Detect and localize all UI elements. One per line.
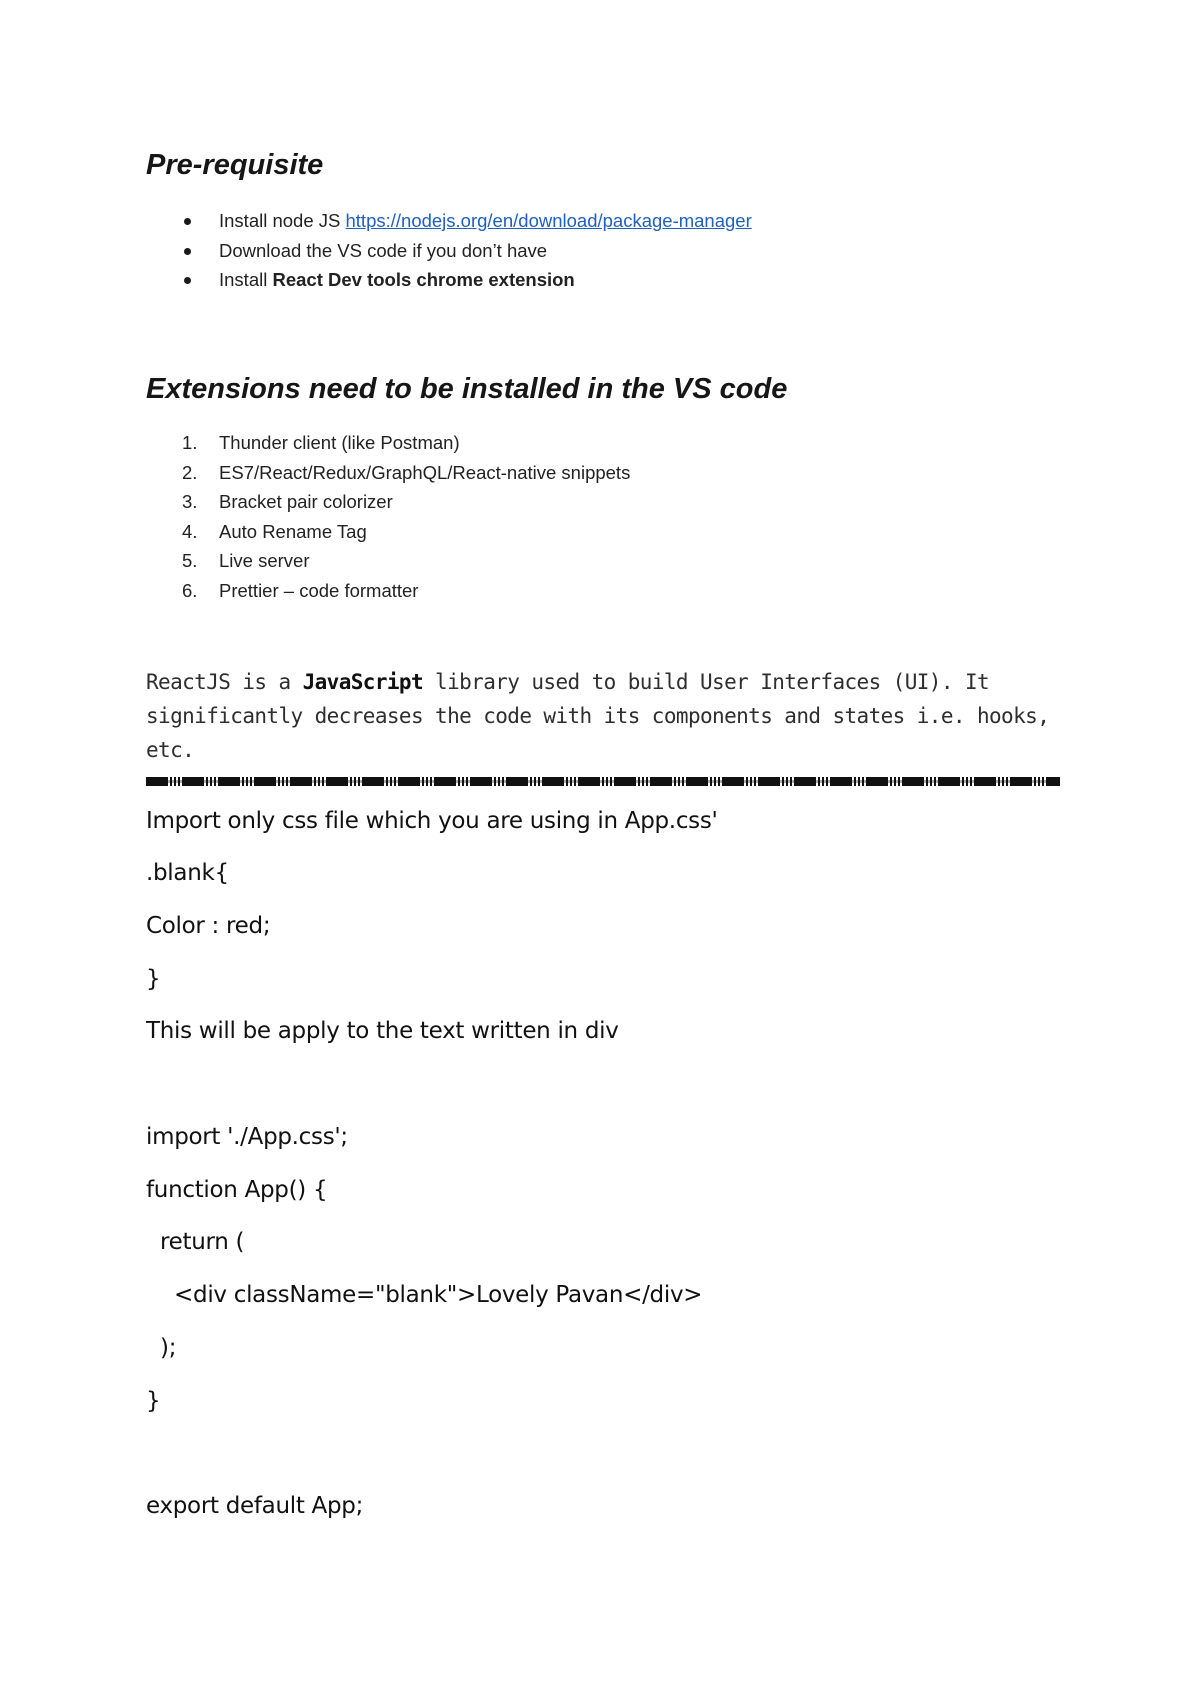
code-line: export default App; [146, 1493, 364, 1519]
code-line: import './App.css'; [146, 1124, 348, 1150]
list-item [146, 236, 752, 266]
code-line: function App() { [146, 1177, 328, 1203]
note-line: This will be apply to the text written in div [146, 1018, 619, 1044]
list-item [146, 458, 630, 488]
code-line: return ( [146, 1229, 245, 1255]
list-item-bold-text: React Dev tools chrome extension [272, 269, 575, 290]
prerequisite-list [146, 206, 752, 295]
note-line: Import only css file which you are using in App.css' [146, 808, 718, 834]
prerequisite-heading: Pre-requisite [146, 149, 324, 181]
list-item-text: Auto Rename Tag [219, 520, 367, 542]
list-item-text: Download the VS code if you don’t have [219, 239, 548, 261]
list-item-text: Bracket pair colorizer [219, 491, 393, 512]
list-item [146, 517, 630, 547]
extensions-list [146, 428, 630, 605]
intro-text-before: ReactJS is a [146, 670, 303, 694]
list-item-text: Install node JS [219, 210, 346, 231]
list-item-text: Install [219, 269, 273, 290]
list-item-text: ES7/React/Redux/GraphQL/React-native snippets [219, 461, 631, 483]
list-item [146, 265, 752, 295]
list-item [146, 428, 630, 458]
code-line: ); [146, 1335, 177, 1361]
bullet-icon [184, 218, 191, 225]
section-divider [146, 777, 1060, 786]
list-item-text: Prettier – code formatter [219, 579, 419, 601]
code-line: .blank{ [146, 860, 229, 886]
list-number: 5. [182, 550, 198, 571]
list-item [146, 546, 630, 576]
list-number: 3. [182, 491, 198, 512]
intro-bold-text: JavaScript [302, 670, 423, 694]
list-item-text: Live server [219, 550, 310, 571]
list-number: 4. [182, 520, 198, 542]
extensions-heading: Extensions need to be installed in the VS code [146, 373, 788, 405]
intro-text-after: library used to build User Interfaces (UI). It significantly decreases the code with its components and states i.e. hooks, etc. [146, 670, 1050, 762]
code-line: Color : red; [146, 913, 271, 939]
code-line: } [146, 1388, 161, 1414]
code-line: } [146, 966, 161, 992]
bullet-icon [184, 248, 191, 255]
list-item [146, 487, 630, 517]
nodejs-download-link[interactable]: https://nodejs.org/en/download/package-manager [345, 210, 752, 231]
list-item-text: Thunder client (like Postman) [219, 432, 460, 453]
code-line: <div className="blank">Lovely Pavan</div> [146, 1282, 703, 1308]
list-item [146, 206, 752, 236]
list-number: 6. [182, 579, 198, 601]
list-number: 2. [182, 461, 198, 483]
list-item [146, 576, 630, 606]
list-number: 1. [182, 432, 198, 453]
bullet-icon [184, 277, 191, 284]
intro-paragraph [146, 665, 1056, 767]
